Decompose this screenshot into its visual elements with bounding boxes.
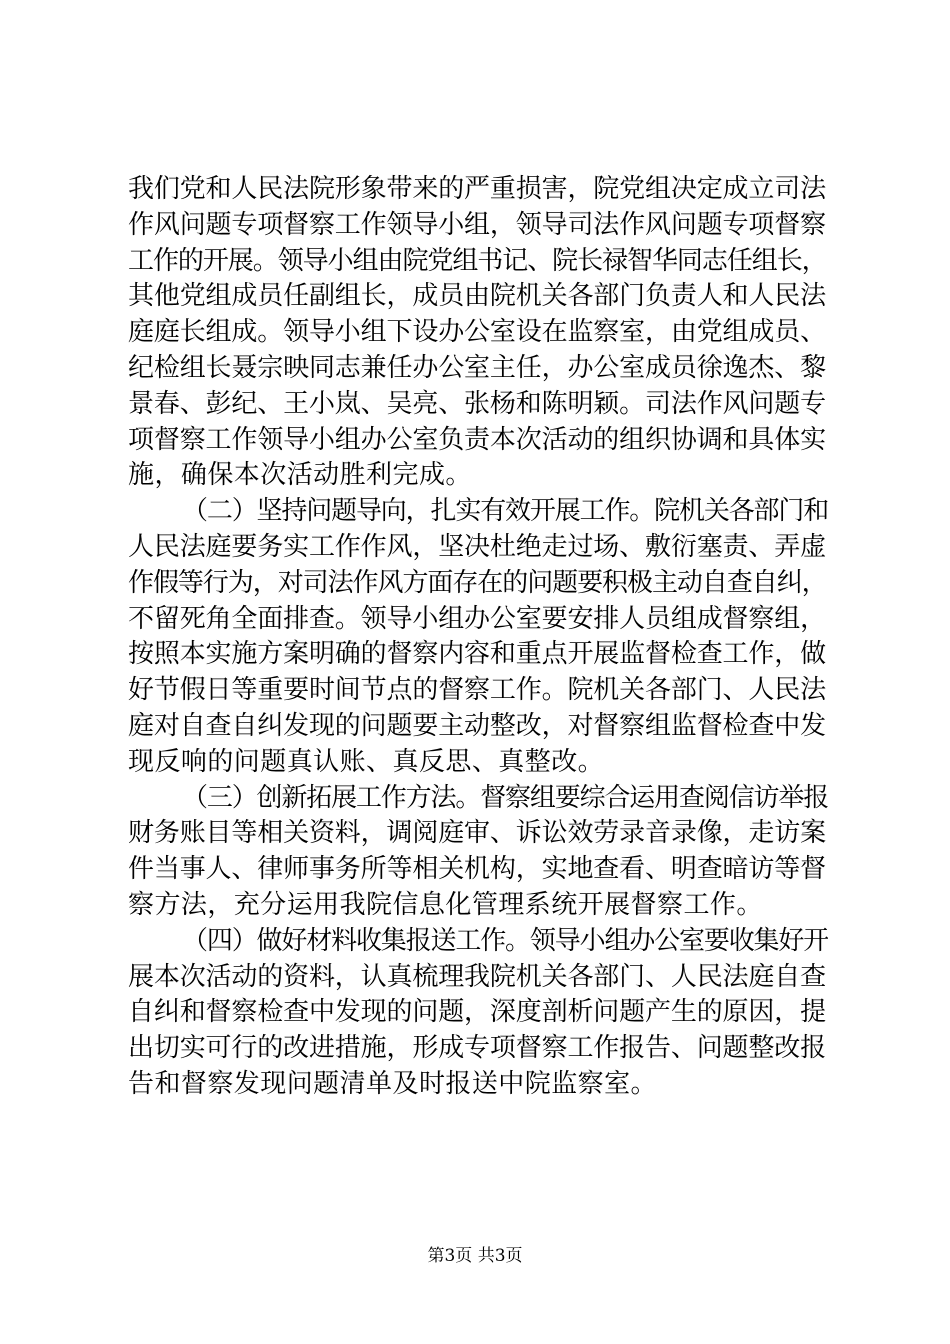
text-line: 项督察工作领导小组办公室负责本次活动的组织协调和具体实 [128, 424, 826, 455]
paragraph-first-line: （三）创新拓展工作方法。督察组要综合运用查阅信访举报 [182, 782, 828, 813]
text-line: 件当事人、律师事务所等相关机构，实地查看、明查暗访等督 [128, 854, 826, 885]
text-line: 庭对自查自纠发现的问题要主动整改，对督察组监督检查中发 [128, 710, 826, 741]
text-line: 告和督察发现问题清单及时报送中院监察室。 [128, 1068, 658, 1099]
text-line: 财务账目等相关资料，调阅庭审、诉讼效劳录音录像，走访案 [128, 818, 826, 849]
text-line: 出切实可行的改进措施，形成专项督察工作报告、问题整改报 [128, 1033, 826, 1064]
text-line: 人民法庭要务实工作作风，坚决杜绝走过场、敷衍塞责、弄虚 [128, 531, 826, 562]
text-line: 景春、彭纪、王小岚、吴亮、张杨和陈明颖。司法作风问题专 [128, 388, 826, 419]
text-line: 展本次活动的资料，认真梳理我院机关各部门、人民法庭自查 [128, 961, 826, 992]
paragraph-first-line: （二）坚持问题导向，扎实有效开展工作。院机关各部门和 [182, 496, 828, 527]
text-line: 按照本实施方案明确的督察内容和重点开展监督检查工作，做 [128, 639, 826, 670]
text-line: 现反响的问题真认账、真反思、真整改。 [128, 746, 605, 777]
paragraph-first-line: （四）做好材料收集报送工作。领导小组办公室要收集好开 [182, 925, 828, 956]
text-line: 作风问题专项督察工作领导小组，领导司法作风问题专项督察 [128, 209, 826, 240]
text-line: 察方法，充分运用我院信息化管理系统开展督察工作。 [128, 889, 763, 920]
text-line: 作假等行为，对司法作风方面存在的问题要积极主动自查自纠， [128, 567, 827, 598]
page-footer: 第3页 共3页 [427, 1246, 523, 1266]
text-line: 施，确保本次活动胜利完成。 [128, 460, 472, 491]
text-line: 好节假日等重要时间节点的督察工作。院机关各部门、人民法 [128, 675, 826, 706]
text-line: 其他党组成员任副组长，成员由院机关各部门负责人和人民法 [128, 281, 826, 312]
text-line: 庭庭长组成。领导小组下设办公室设在监察室，由党组成员、 [128, 317, 826, 348]
text-line: 工作的开展。领导小组由院党组书记、院长禄智华同志任组长， [128, 245, 827, 276]
text-line: 我们党和人民法院形象带来的严重损害，院党组决定成立司法 [128, 174, 826, 204]
text-line: 纪检组长聂宗映同志兼任办公室主任，办公室成员徐逸杰、黎 [128, 352, 826, 383]
text-line: 自纠和督察检查中发现的问题，深度剖析问题产生的原因，提 [128, 997, 826, 1028]
text-line: 不留死角全面排查。领导小组办公室要安排人员组成督察组， [128, 603, 826, 634]
document-body [128, 172, 828, 1103]
